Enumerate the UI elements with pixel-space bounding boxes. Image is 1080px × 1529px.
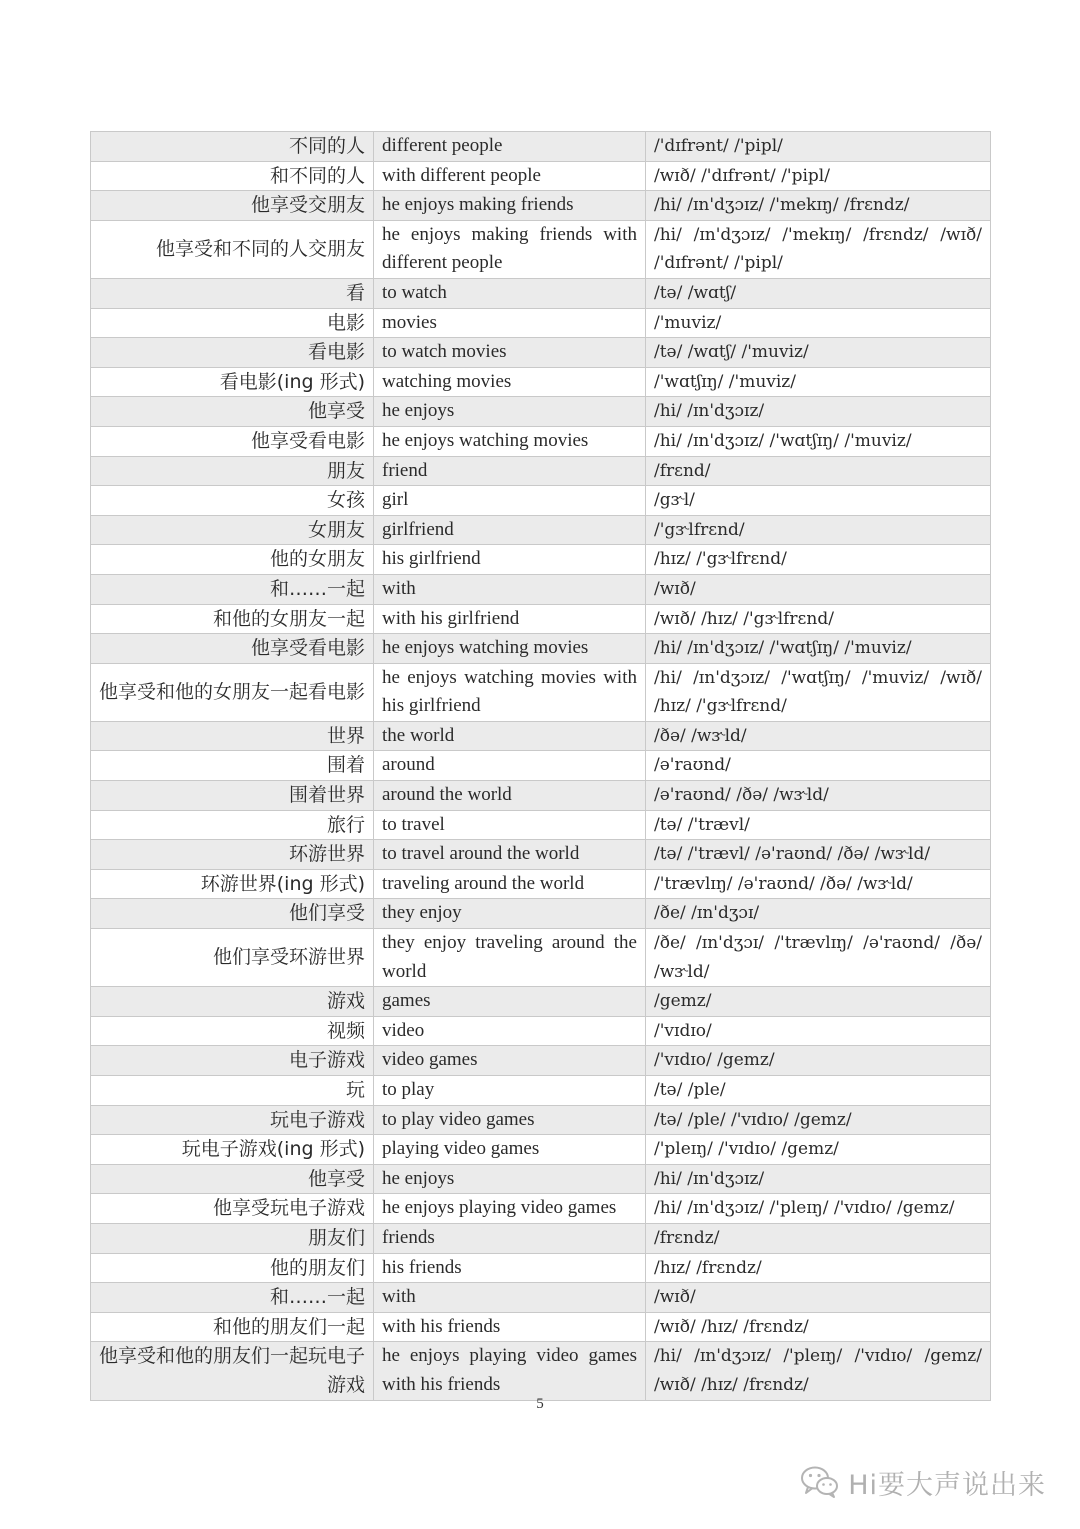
- phonetic-cell: /hi/ /ɪn'dʒɔɪz/ /'wɑtʃɪŋ/ /'muviz/ /wɪð/ /hɪz/ /'gɝlfrɛnd/: [646, 663, 991, 721]
- phonetic-cell: /wɪð/: [646, 574, 991, 604]
- chinese-cell: 不同的人: [91, 132, 374, 162]
- chinese-cell: 他享受和他的朋友们一起玩电子游戏: [91, 1342, 374, 1400]
- english-cell: with different people: [374, 161, 646, 191]
- chinese-cell: 世界: [91, 721, 374, 751]
- table-row: [91, 1253, 991, 1283]
- phonetic-cell: /tə/ /ple/: [646, 1076, 991, 1106]
- chinese-cell: 和……一起: [91, 574, 374, 604]
- chinese-cell: 游戏: [91, 987, 374, 1017]
- english-cell: to travel: [374, 810, 646, 840]
- phonetic-cell: /hi/ /ɪn'dʒɔɪz/: [646, 397, 991, 427]
- table-row: [91, 308, 991, 338]
- english-cell: with his girlfriend: [374, 604, 646, 634]
- table-row: [91, 278, 991, 308]
- english-cell: he enjoys playing video games with his friends: [374, 1342, 646, 1400]
- table-row: [91, 1105, 991, 1135]
- phonetic-cell: /frɛndz/: [646, 1223, 991, 1253]
- table-row: [91, 161, 991, 191]
- english-cell: the world: [374, 721, 646, 751]
- chinese-cell: 他的朋友们: [91, 1253, 374, 1283]
- chinese-cell: 和……一起: [91, 1283, 374, 1313]
- phonetic-cell: /'gɝlfrɛnd/: [646, 515, 991, 545]
- vocabulary-table: [90, 131, 991, 1401]
- table-row: [91, 987, 991, 1017]
- english-cell: with his friends: [374, 1312, 646, 1342]
- table-row: [91, 1342, 991, 1400]
- phonetic-cell: /'vɪdɪo/ /gemz/: [646, 1046, 991, 1076]
- chinese-cell: 和他的女朋友一起: [91, 604, 374, 634]
- chinese-cell: 他享受和不同的人交朋友: [91, 220, 374, 278]
- english-cell: to travel around the world: [374, 840, 646, 870]
- english-cell: he enjoys watching movies: [374, 634, 646, 664]
- english-cell: to play video games: [374, 1105, 646, 1135]
- english-cell: he enjoys playing video games: [374, 1194, 646, 1224]
- phonetic-cell: /wɪð/ /hɪz/ /frɛndz/: [646, 1312, 991, 1342]
- table-row: [91, 929, 991, 987]
- table-row: [91, 456, 991, 486]
- chinese-cell: 看: [91, 278, 374, 308]
- chinese-cell: 朋友们: [91, 1223, 374, 1253]
- english-cell: with: [374, 1283, 646, 1313]
- phonetic-cell: /tə/ /'trævl/ /ə'raʊnd/ /ðə/ /wɝld/: [646, 840, 991, 870]
- chinese-cell: 视频: [91, 1016, 374, 1046]
- english-cell: he enjoys watching movies: [374, 426, 646, 456]
- table-row: [91, 751, 991, 781]
- chinese-cell: 电子游戏: [91, 1046, 374, 1076]
- english-cell: games: [374, 987, 646, 1017]
- chinese-cell: 旅行: [91, 810, 374, 840]
- table-row: [91, 899, 991, 929]
- chinese-cell: 玩: [91, 1076, 374, 1106]
- english-cell: he enjoys: [374, 397, 646, 427]
- phonetic-cell: /hi/ /ɪn'dʒɔɪz/ /'wɑtʃɪŋ/ /'muviz/: [646, 634, 991, 664]
- english-cell: he enjoys watching movies with his girlfriend: [374, 663, 646, 721]
- chinese-cell: 环游世界: [91, 840, 374, 870]
- english-cell: he enjoys making friends with different people: [374, 220, 646, 278]
- phonetic-cell: /tə/ /wɑtʃ/ /'muviz/: [646, 338, 991, 368]
- phonetic-cell: /'vɪdɪo/: [646, 1016, 991, 1046]
- table-row: [91, 604, 991, 634]
- table-row: [91, 367, 991, 397]
- table-row: [91, 545, 991, 575]
- phonetic-cell: /'dɪfrənt/ /'pipl/: [646, 132, 991, 162]
- english-cell: video games: [374, 1046, 646, 1076]
- chinese-cell: 看电影(ing 形式): [91, 367, 374, 397]
- watermark-text: Hi要大声说出来: [848, 1469, 1046, 1501]
- chinese-cell: 看电影: [91, 338, 374, 368]
- phonetic-cell: /hi/ /ɪn'dʒɔɪz/ /'mekɪŋ/ /frɛndz/: [646, 191, 991, 221]
- phonetic-cell: /'wɑtʃɪŋ/ /'muviz/: [646, 367, 991, 397]
- phonetic-cell: /ðə/ /wɝld/: [646, 721, 991, 751]
- english-cell: they enjoy traveling around the world: [374, 929, 646, 987]
- page-number: 5: [536, 1396, 544, 1412]
- english-cell: watching movies: [374, 367, 646, 397]
- vocabulary-table-body: [91, 132, 991, 1401]
- wechat-icon: [800, 1464, 840, 1500]
- phonetic-cell: /hi/ /ɪn'dʒɔɪz/ /'mekɪŋ/ /frɛndz/ /wɪð/ /'dɪfrənt/ /'pipl/: [646, 220, 991, 278]
- phonetic-cell: /hi/ /ɪn'dʒɔɪz/: [646, 1164, 991, 1194]
- chinese-cell: 电影: [91, 308, 374, 338]
- chinese-cell: 女孩: [91, 486, 374, 516]
- english-cell: he enjoys: [374, 1164, 646, 1194]
- table-row: [91, 1223, 991, 1253]
- table-row: [91, 634, 991, 664]
- chinese-cell: 他享受交朋友: [91, 191, 374, 221]
- chinese-cell: 他的女朋友: [91, 545, 374, 575]
- phonetic-cell: /'muviz/: [646, 308, 991, 338]
- phonetic-cell: /ðe/ /ɪn'dʒɔɪ/ /'trævlɪŋ/ /ə'raʊnd/ /ðə/ /wɝld/: [646, 929, 991, 987]
- chinese-cell: 和不同的人: [91, 161, 374, 191]
- phonetic-cell: /frɛnd/: [646, 456, 991, 486]
- chinese-cell: 他们享受环游世界: [91, 929, 374, 987]
- chinese-cell: 他享受: [91, 397, 374, 427]
- chinese-cell: 他享受: [91, 1164, 374, 1194]
- english-cell: traveling around the world: [374, 869, 646, 899]
- phonetic-cell: /tə/ /'trævl/: [646, 810, 991, 840]
- chinese-cell: 和他的朋友们一起: [91, 1312, 374, 1342]
- chinese-cell: 玩电子游戏(ing 形式): [91, 1135, 374, 1165]
- english-cell: movies: [374, 308, 646, 338]
- english-cell: to play: [374, 1076, 646, 1106]
- table-row: [91, 1283, 991, 1313]
- chinese-cell: 玩电子游戏: [91, 1105, 374, 1135]
- chinese-cell: 他享受和他的女朋友一起看电影: [91, 663, 374, 721]
- table-row: [91, 1164, 991, 1194]
- table-row: [91, 663, 991, 721]
- phonetic-cell: /hi/ /ɪn'dʒɔɪz/ /'pleɪŋ/ /'vɪdɪo/ /gemz/ /wɪð/ /hɪz/ /frɛndz/: [646, 1342, 991, 1400]
- chinese-cell: 围着: [91, 751, 374, 781]
- watermark: [800, 1462, 1046, 1502]
- english-cell: his girlfriend: [374, 545, 646, 575]
- table-row: [91, 397, 991, 427]
- phonetic-cell: /wɪð/: [646, 1283, 991, 1313]
- table-row: [91, 869, 991, 899]
- chinese-cell: 他享受看电影: [91, 634, 374, 664]
- english-cell: to watch movies: [374, 338, 646, 368]
- phonetic-cell: /wɪð/ /hɪz/ /'gɝlfrɛnd/: [646, 604, 991, 634]
- table-row: [91, 220, 991, 278]
- english-cell: girlfriend: [374, 515, 646, 545]
- english-cell: friends: [374, 1223, 646, 1253]
- table-row: [91, 1076, 991, 1106]
- chinese-cell: 女朋友: [91, 515, 374, 545]
- phonetic-cell: /hɪz/ /frɛndz/: [646, 1253, 991, 1283]
- english-cell: with: [374, 574, 646, 604]
- table-row: [91, 1046, 991, 1076]
- phonetic-cell: /hi/ /ɪn'dʒɔɪz/ /'wɑtʃɪŋ/ /'muviz/: [646, 426, 991, 456]
- english-cell: video: [374, 1016, 646, 1046]
- phonetic-cell: /ðe/ /ɪn'dʒɔɪ/: [646, 899, 991, 929]
- table-row: [91, 132, 991, 162]
- table-row: [91, 1016, 991, 1046]
- phonetic-cell: /'trævlɪŋ/ /ə'raʊnd/ /ðə/ /wɝld/: [646, 869, 991, 899]
- english-cell: playing video games: [374, 1135, 646, 1165]
- phonetic-cell: /gɝl/: [646, 486, 991, 516]
- table-row: [91, 721, 991, 751]
- english-cell: different people: [374, 132, 646, 162]
- phonetic-cell: /hɪz/ /'gɝlfrɛnd/: [646, 545, 991, 575]
- english-cell: around the world: [374, 781, 646, 811]
- chinese-cell: 他享受看电影: [91, 426, 374, 456]
- english-cell: girl: [374, 486, 646, 516]
- phonetic-cell: /wɪð/ /'dɪfrənt/ /'pipl/: [646, 161, 991, 191]
- table-row: [91, 781, 991, 811]
- english-cell: they enjoy: [374, 899, 646, 929]
- table-row: [91, 1312, 991, 1342]
- phonetic-cell: /tə/ /wɑtʃ/: [646, 278, 991, 308]
- chinese-cell: 他们享受: [91, 899, 374, 929]
- phonetic-cell: /hi/ /ɪn'dʒɔɪz/ /'pleɪŋ/ /'vɪdɪo/ /gemz/: [646, 1194, 991, 1224]
- chinese-cell: 环游世界(ing 形式): [91, 869, 374, 899]
- phonetic-cell: /'pleɪŋ/ /'vɪdɪo/ /gemz/: [646, 1135, 991, 1165]
- table-row: [91, 1135, 991, 1165]
- phonetic-cell: /ə'raʊnd/: [646, 751, 991, 781]
- table-row: [91, 810, 991, 840]
- chinese-cell: 朋友: [91, 456, 374, 486]
- chinese-cell: 他享受玩电子游戏: [91, 1194, 374, 1224]
- phonetic-cell: /ə'raʊnd/ /ðə/ /wɝld/: [646, 781, 991, 811]
- phonetic-cell: /gemz/: [646, 987, 991, 1017]
- table-row: [91, 338, 991, 368]
- english-cell: around: [374, 751, 646, 781]
- chinese-cell: 围着世界: [91, 781, 374, 811]
- table-row: [91, 426, 991, 456]
- english-cell: his friends: [374, 1253, 646, 1283]
- table-row: [91, 574, 991, 604]
- table-row: [91, 1194, 991, 1224]
- english-cell: to watch: [374, 278, 646, 308]
- table-row: [91, 191, 991, 221]
- table-row: [91, 486, 991, 516]
- english-cell: he enjoys making friends: [374, 191, 646, 221]
- phonetic-cell: /tə/ /ple/ /'vɪdɪo/ /gemz/: [646, 1105, 991, 1135]
- table-row: [91, 840, 991, 870]
- english-cell: friend: [374, 456, 646, 486]
- table-row: [91, 515, 991, 545]
